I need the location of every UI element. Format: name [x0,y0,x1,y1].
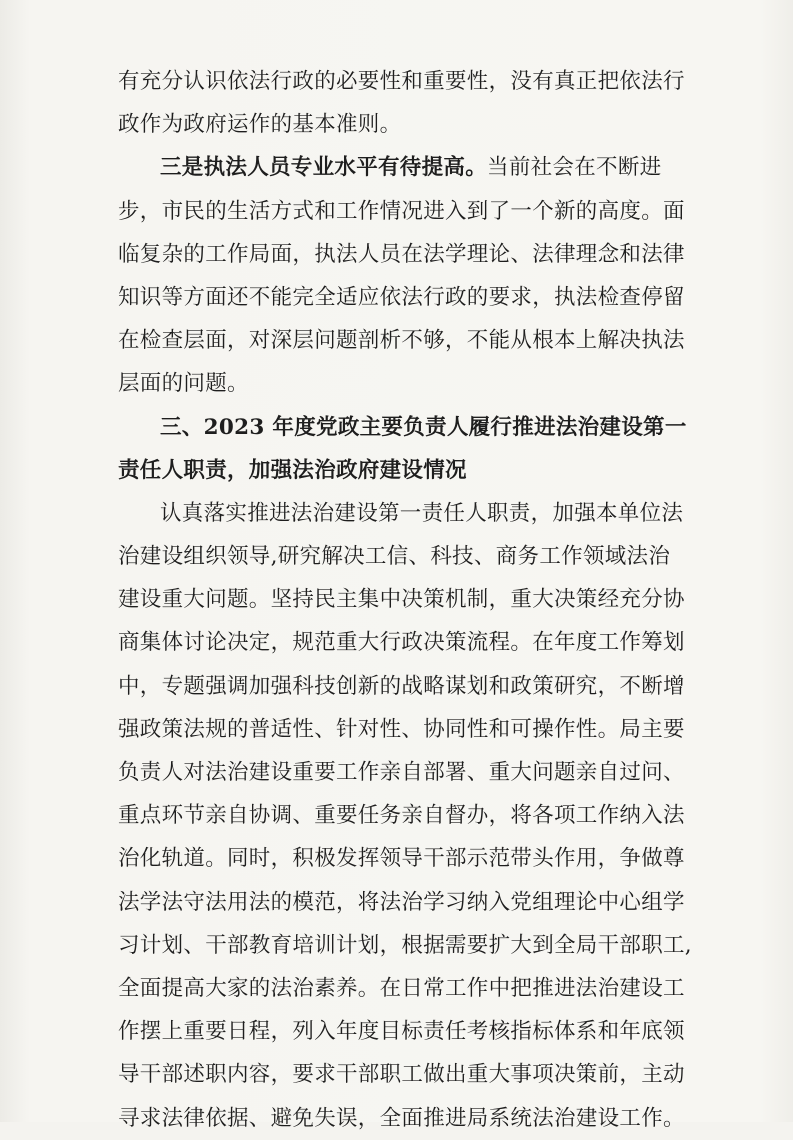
paragraph-2-line: 在检查层面，对深层问题剖析不够，不能从根本上解决执法 [118,328,685,354]
paragraph-3-line: 治化轨道。同时，积极发挥领导干部示范带头作用，争做尊 [118,846,685,872]
paragraph-3-line: 寻求法律依据、避免失误，全面推进局系统法治建设工作。 [118,1105,685,1131]
paragraph-3-line: 建设重大问题。坚持民主集中决策机制，重大决策经充分协 [118,587,685,613]
paragraph-3-line: 导干部述职内容，要求干部职工做出重大事项决策前，主动 [118,1062,685,1088]
paragraph-2-first-line [0,146,793,189]
paragraph-3-line: 习计划、干部教育培训计划，根据需要扩大到全局干部职工, [118,932,692,958]
paragraph-3-line: 法学法守法用法的模范，将法治学习纳入党组理论中心组学 [118,889,685,915]
paragraph-3-line: 重点环节亲自协调、重要任务亲自督办，将各项工作纳入法 [118,803,685,829]
paragraph-2-line: 知识等方面还不能完全适应依法行政的要求，执法检查停留 [118,284,685,310]
paragraph-3-line: 作摆上重要日程，列入年度目标责任考核指标体系和年底领 [118,1019,685,1045]
paragraph-3-line: 负责人对法治建设重要工作亲自部署、重大问题亲自过问、 [118,760,685,785]
paragraph-3-line: 商集体讨论决定，规范重大行政决策流程。在年度工作筹划 [118,630,685,656]
paragraph-3-line: 治建设组织领导,研究解决工信、科技、商务工作领域法治 [118,544,671,570]
paragraph-3-line: 认真落实推进法治建设第一责任人职责，加强本单位法 [160,500,684,526]
paragraph-3-line: 全面提高大家的法治素养。在日常工作中把推进法治建设工 [118,975,685,1001]
paragraph-3-line: 强政策法规的普适性、针对性、协同性和可操作性。局主要 [118,716,685,742]
section-heading-line: 三、2023 年度党政主要负责人履行推进法治建设第一 [160,414,687,440]
paragraph-2-line: 临复杂的工作局面，执法人员在法学理论、法律理念和法律 [118,241,685,267]
paragraph-1-line: 有充分认识依法行政的必要性和重要性，没有真正把依法行 [118,69,685,94]
paragraph-2-lead: 三是执法人员专业水平有待提高。 [160,155,488,181]
paragraph-2-line: 层面的问题。 [118,371,249,397]
section-heading-line: 责任人职责，加强法治政府建设情况 [118,457,467,483]
paragraph-1-line: 政作为政府运作的基本准则。 [118,112,402,138]
paragraph-2-line: 步，市民的生活方式和工作情况进入到了一个新的高度。面 [118,198,685,224]
paragraph-3-line: 中，专题强调加强科技创新的战略谋划和政策研究，不断增 [118,673,685,699]
paragraph-2-first-line-rest: 当前社会在不断进 [487,155,662,181]
